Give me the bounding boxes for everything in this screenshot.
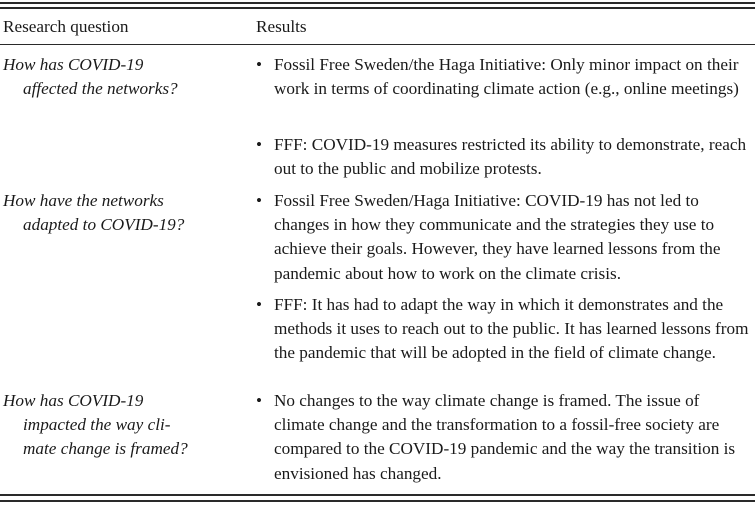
result-item <box>256 389 752 486</box>
question-line: impacted the way cli- <box>23 415 171 435</box>
result-text: Fossil Free Sweden/the Haga Initiative: Only minor impact on their work in terms of coordinating climate action (e.g., online meetings) <box>274 55 739 99</box>
header-research-question: Research question <box>3 17 129 36</box>
bullet-icon: • <box>256 295 263 314</box>
research-question-3 <box>3 389 233 462</box>
research-question-1 <box>3 53 233 101</box>
header-results: Results <box>256 17 307 36</box>
bottom-rule-outer <box>0 500 755 502</box>
result-item <box>256 293 752 366</box>
question-line: How have the networks <box>3 191 164 210</box>
bullet-icon: • <box>256 135 263 154</box>
question-line: mate change is framed? <box>23 439 188 459</box>
top-rule-inner <box>0 7 755 9</box>
top-rule <box>0 2 755 4</box>
research-question-2 <box>3 189 233 237</box>
bottom-rule <box>0 494 755 496</box>
result-text: Fossil Free Sweden/Haga Initiative: COVID-19 has not led to changes in how they communicate and the strategies they use to achieve their goals. However, they have learned lessons from the pandemic about how to work on the climate crisis. <box>274 191 721 283</box>
result-text: No changes to the way climate change is framed. The issue of climate change and the transformation to a fossil-free society are compared to the COVID-19 pandemic and the way the transition is envisioned has changed. <box>274 391 736 483</box>
question-line: adapted to COVID-19? <box>23 215 185 235</box>
header-rule <box>0 44 755 45</box>
question-line: affected the networks? <box>23 79 178 99</box>
result-item <box>256 189 752 286</box>
question-line: How has COVID-19 <box>3 391 144 410</box>
result-text: FFF: COVID-19 measures restricted its ability to demonstrate, reach out to the public and mobilize protests. <box>274 135 747 179</box>
result-item <box>256 133 752 181</box>
bullet-icon: • <box>256 391 263 410</box>
bullet-icon: • <box>256 191 263 210</box>
bullet-icon: • <box>256 55 263 74</box>
question-line: How has COVID-19 <box>3 55 144 74</box>
result-item <box>256 53 752 101</box>
result-text: FFF: It has had to adapt the way in which it demonstrates and the methods it uses to reach out to the public. It has learned lessons from the pandemic that will be adopted in the field of climate change. <box>274 295 749 363</box>
